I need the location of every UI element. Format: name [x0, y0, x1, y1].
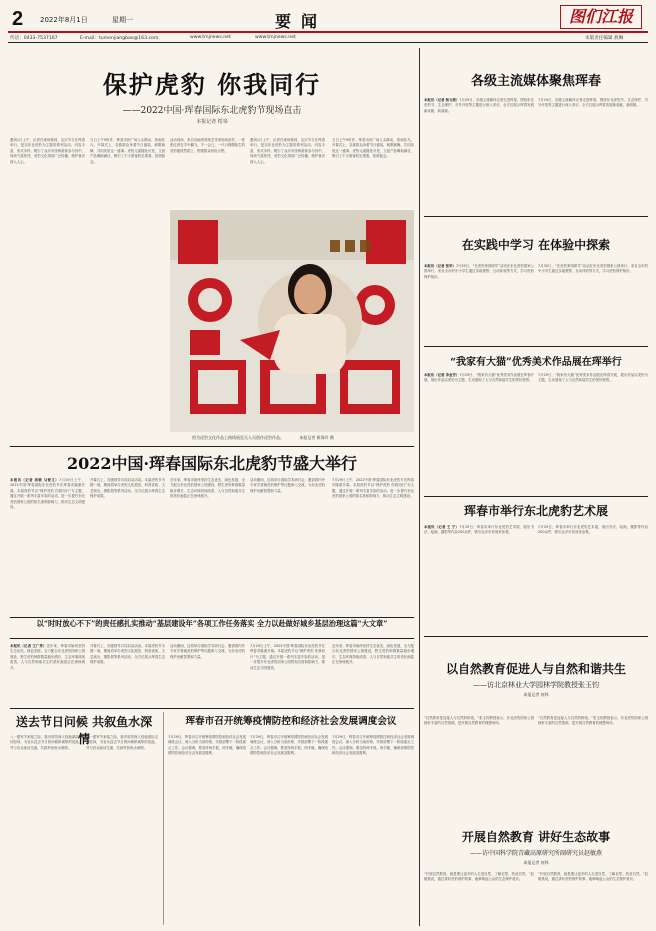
- right-story-3-text: 7月29日，“我家有大猫”优秀美术作品展在珲春开展，展出作品以虎豹为主题，生动展现了人与自然和谐共生的美好愿景。: [424, 373, 534, 383]
- banner-byline: 本报讯（记者 王广秀）: [10, 644, 47, 648]
- right-story-4-column-1: [424, 525, 534, 633]
- right-story-4-byline: 本报讯（记者 王 宁）: [424, 525, 460, 529]
- right-story-4-text: 7月29日，珲春市举行东北虎豹艺术展，展出书法、绘画、摄影等作品200余件，吸引众多市民前来参观。: [424, 525, 534, 535]
- issue-date: 2022年8月1日: [40, 16, 88, 24]
- lower-vertical-rule: [163, 712, 164, 925]
- right-divider-4: [424, 636, 648, 637]
- right-story-1-text: 7月29日，各级主流媒体记者走进珲春，围绕东北虎豹节、生态保护、对外开放等主题进行深入采访，全方位展示珲春发展新成就、新面貌。: [424, 98, 534, 113]
- right-story-5-column-2: “自然教育是连接人与自然的桥梁。”张玉钧教授表示，东北虎豹国家公园拥有丰富的自然资源，是开展自然教育的理想场所。: [538, 716, 648, 726]
- lower-left-column-1: 八一建军节来临之际，我市领导深入驻地部队走访慰问，为官兵送去节日的问候和诚挚的祝福，并与官兵座谈交流，共叙军民鱼水深情。: [10, 735, 82, 750]
- main-column-2: 开幕式上，各级领导共同启动活动。本届虎豹节为期一周，期间将举办虎豹文化展览、科普讲座、文艺演出、摄影展等系列活动，全方位展示珲春生态保护成果。: [90, 478, 165, 499]
- right-story-6-title: 开展自然教育 讲好生态故事: [461, 830, 611, 844]
- lower-right-title: 珲春市召开统筹疫情防控和经济社会发展调度会议: [185, 716, 397, 727]
- paper-cutting-photo: [170, 210, 414, 432]
- issue-weekday: 星期一: [112, 16, 133, 24]
- lower-left-column-2: 八一建军节来临之际，我市领导深入驻地部队走访慰问，为官兵送去节日的问候和诚挚的祝福，并与官兵座谈交流，共叙军民鱼水深情。: [86, 735, 158, 750]
- story-column-4: 邀到1日上午，记者在现场看到，这次节日在珲春举行，是以东北虎豹为主题的系列活动，内容丰富、形式多样，吸引了众多市民和游客参与其中，现场气氛热烈，虎豹文化得到广泛传播，保护意识深入人心。: [250, 138, 325, 164]
- page-editor: 本版责任编辑 敖琳: [585, 36, 624, 41]
- right-story-3-column-1: [424, 373, 534, 493]
- right-story-6-column-2: “开展自然教育，就是要让更多的人走进自然、了解自然、热爱自然。”赵敏燕说，通过讲好虎豹保护故事，能够唤起公众的生态保护意识。: [538, 872, 648, 882]
- right-story-1-title: 各级主流媒体聚焦珲春: [470, 74, 601, 89]
- right-story-2-column-1: [424, 264, 534, 344]
- banner-headline: 以“时时放心不下”的责任感扎实推动“基层建设年”各项工作任务落实 全力以赴做好城乡基层治理这篇“大文章”: [10, 617, 414, 639]
- banner-column-3: 活动期间，还将举办国际学术研讨会，邀请国内外专家学者就虎豹保护等议题深入交流，为东北虎豹保护贡献智慧和力量。: [170, 644, 245, 659]
- right-divider-1: [424, 216, 648, 217]
- right-story-5-subtitle: ——访北京林业大学园林学院教授张玉钧: [473, 681, 599, 689]
- banner-column-4: 7月29日上午，2022中国·珲春国际东北虎豹节在珲春市隆重开幕。本届虎豹节以“保护虎豹 你我同行”为主题，通过开展一系列丰富多彩的活动，进一步提升东北虎豹国家公园的知名度和影响力，推动生态文明建设。: [250, 644, 325, 670]
- lower-left-title: 送去节日问候 共叙鱼水深情: [15, 715, 153, 746]
- right-story-2-column-2: 7月30日，“在虎豹家园研学”活动在东北虎豹国家公园举行，来自全市的中小学生通过实地观察、互动体验等方式，学习虎豹保护知识。: [538, 264, 648, 274]
- story-subtitle: ——2022中国·珲春国际东北虎豹节现场直击: [122, 106, 302, 116]
- section-title: 要闻: [275, 12, 328, 31]
- banner-text-1: 近年来，珲春市始终坚持生态优先、绿色发展，全力配合东北虎豹国家公园建设，野生虎豹种群数量稳步增长，生态环境持续改善，人与自然和谐共生的美好画卷正在徐徐展开。: [10, 644, 85, 670]
- right-story-5-title: 以自然教育促进人与自然和谐共生: [445, 662, 626, 676]
- main-column-4: 活动期间，还将举办国际学术研讨会，邀请国内外专家学者就虎豹保护等议题深入交流，为东北虎豹保护贡献智慧和力量。: [250, 478, 325, 493]
- website-link-2[interactable]: www.tmjnews.net: [255, 35, 296, 40]
- main-column-5: 7月29日上午，2022中国·珲春国际东北虎豹节在珲春市隆重开幕。本届虎豹节以“保护虎豹 你我同行”为主题，通过开展一系列丰富多彩的活动，进一步提升东北虎豹国家公园的知名度和影响力，推动生态文明建设。: [332, 478, 414, 499]
- right-story-6-byline: 本报记者 何林: [523, 860, 549, 865]
- story-column-5: 当日上午9时许，珲春市民广场人头攒动，热闹非凡。开幕式上，各族群众身着节日盛装，载歌载舞，共同庆祝这一盛事。虎豹元素随处可见，文创产品琳琅满目，吸引了不少游客驻足观看、拍照留念。: [332, 138, 414, 159]
- right-story-6-column-1: “开展自然教育，就是要让更多的人走进自然、了解自然、热爱自然。”赵敏燕说，通过讲好虎豹保护故事，能够唤起公众的生态保护意识。: [424, 872, 534, 882]
- main-column-1: [10, 478, 85, 613]
- right-divider-3: [424, 496, 648, 497]
- main-headline: 2022中国·珲春国际东北虎豹节盛大举行: [66, 454, 358, 473]
- right-story-5-column-1: “自然教育是连接人与自然的桥梁。”张玉钧教授表示，东北虎豹国家公园拥有丰富的自然资源，是开展自然教育的理想场所。: [424, 716, 534, 726]
- right-story-3-title: “我家有大猫”优秀美术作品展在珲举行: [450, 357, 622, 368]
- story-byline: 本报记者 樗皋: [196, 119, 228, 125]
- right-story-6-subtitle: ——访中国科学院青藏高原研究所副研究员赵敏燕: [469, 850, 602, 857]
- right-story-2-title: 在实践中学习 在体验中探索: [461, 238, 611, 252]
- right-story-4-column-2: 7月29日，珲春市举行东北虎豹艺术展，展出书法、绘画、摄影等作品200余件，吸引众多市民前来参观。: [538, 525, 648, 535]
- story-column-3: 活动现场，来自各地的剪纸艺术家现场创作，一张张红纸在手中翻飞，不一会儿，一只只栩栩如生的虎豹便跃然纸上，围观群众纷纷点赞。: [170, 138, 245, 153]
- banner-column-2: 开幕式上，各级领导共同启动活动。本届虎豹节为期一周，期间将举办虎豹文化展览、科普讲座、文艺演出、摄影展等系列活动，全方位展示珲春生态保护成果。: [90, 644, 165, 665]
- photo-credit: 本报记者 崔海玲 摄: [299, 435, 334, 440]
- banner-column-5: 近年来，珲春市始终坚持生态优先、绿色发展，全力配合东北虎豹国家公园建设，野生虎豹种群数量稳步增长，生态环境持续改善，人与自然和谐共生的美好画卷正在徐徐展开。: [332, 644, 414, 665]
- story-title: 保护虎豹 你我同行: [102, 70, 322, 99]
- right-story-2-byline: 本报讯（记者 张华）: [424, 264, 456, 268]
- lower-right-column-2: 7月29日，珲春市召开统筹疫情防控和经济社会发展调度会议，深入分析当前形势，安排部署下一阶段重点工作。会议强调，要坚持两手抓、两手硬，确保疫情防控和经济社会发展双胜利。: [250, 735, 328, 756]
- main-column-3: 近年来，珲春市始终坚持生态优先、绿色发展，全力配合东北虎豹国家公园建设，野生虎豹种群数量稳步增长，生态环境持续改善，人与自然和谐共生的美好画卷正在徐徐展开。: [170, 478, 245, 499]
- main-byline: 本报讯（记者 周敏 马俊义）: [10, 478, 59, 482]
- header-bottom-rule: [8, 42, 648, 43]
- email: E-mail：tumenjiangbao@163.com: [80, 36, 159, 41]
- story-column-1: 邀到1日上午，记者在现场看到，这次节日在珲春举行，是以东北虎豹为主题的系列活动，内容丰富、形式多样，吸引了众多市民和游客参与其中，现场气氛热烈，虎豹文化得到广泛传播，保护意识深入人心。: [10, 138, 85, 164]
- right-story-1-column-2: 7月29日，各级主流媒体记者走进珲春，围绕东北虎豹节、生态保护、对外开放等主题进行深入采访，全方位展示珲春发展新成就、新面貌。: [538, 98, 648, 108]
- photo-caption: [170, 433, 414, 443]
- main-vertical-rule: [419, 48, 420, 926]
- right-story-5-byline: 本报记者 何林: [523, 692, 549, 697]
- page-number: 2: [12, 8, 24, 30]
- photo-illustration: [170, 210, 414, 432]
- divider-1: [10, 446, 414, 447]
- banner-column-1: [10, 644, 85, 704]
- right-story-3-byline: 本报讯（记者 李金芳）: [424, 373, 460, 377]
- newspaper-logo: 图们江报: [560, 5, 642, 29]
- header-rule: [8, 31, 648, 33]
- right-story-3-column-2: 7月29日，“我家有大猫”优秀美术作品展在珲春开展，展出作品以虎豹为主题，生动展现了人与自然和谐共生的美好愿景。: [538, 373, 648, 383]
- story-column-2: 当日上午9时许，珲春市民广场人头攒动，热闹非凡。开幕式上，各族群众身着节日盛装，载歌载舞，共同庆祝这一盛事。虎豹元素随处可见，文创产品琳琅满目，吸引了不少游客驻足观看、拍照留念。: [90, 138, 165, 164]
- lower-right-column-1: 7月29日，珲春市召开统筹疫情防控和经济社会发展调度会议，深入分析当前形势，安排部署下一阶段重点工作。会议强调，要坚持两手抓、两手硬，确保疫情防控和经济社会发展双胜利。: [168, 735, 246, 756]
- photo-caption-text: 图为虎豹文化作品上路线展览无人员创作虎豹作品。: [192, 435, 284, 440]
- right-story-1-column-1: [424, 98, 534, 213]
- right-story-1-byline: 本报讯（记者 杨文莉）: [424, 98, 460, 102]
- right-divider-2: [424, 346, 648, 347]
- hotline: 传话：0433-7537167: [10, 36, 58, 41]
- right-story-4-title: 珲春市举行东北虎豹艺术展: [463, 504, 608, 518]
- divider-2: [10, 708, 414, 709]
- lower-right-column-3: 7月29日，珲春市召开统筹疫情防控和经济社会发展调度会议，深入分析当前形势，安排部署下一阶段重点工作。会议强调，要坚持两手抓、两手硬，确保疫情防控和经济社会发展双胜利。: [332, 735, 414, 756]
- right-story-2-text: 7月30日，“在虎豹家园研学”活动在东北虎豹国家公园举行，来自全市的中小学生通过实地观察、互动体验等方式，学习虎豹保护知识。: [424, 264, 534, 279]
- main-text-1: 7月29日上午，2022中国·珲春国际东北虎豹节在珲春市隆重开幕。本届虎豹节以“保护虎豹 你我同行”为主题，通过开展一系列丰富多彩的活动，进一步提升东北虎豹国家公园的知名度和影响力，推动生态文明建设。: [10, 478, 85, 510]
- website-link[interactable]: www.tmjnews.net: [190, 35, 231, 40]
